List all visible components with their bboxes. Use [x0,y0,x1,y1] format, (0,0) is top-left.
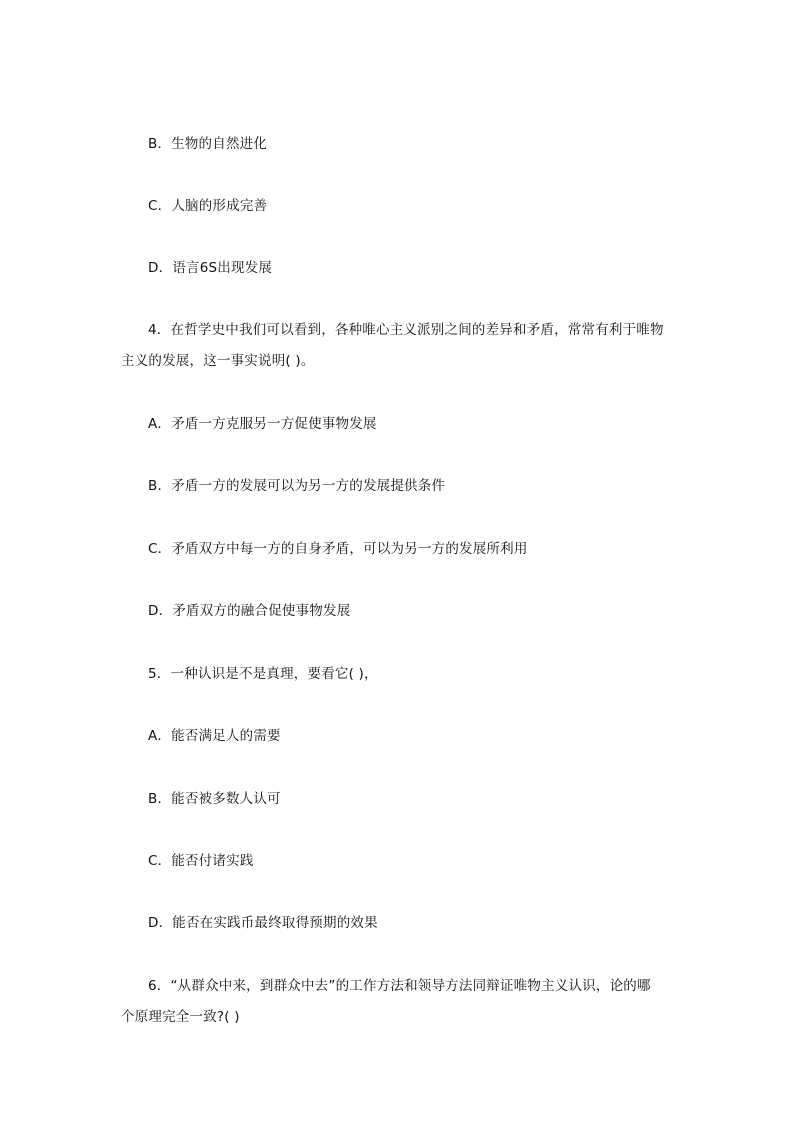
question-6-line-1: 6．“从群众中来，到群众中去”的工作方法和领导方法同辩证唯物主义认识，论的哪 [148,978,651,994]
question-5-option-b: B．能否被多数人认可 [148,791,281,807]
question-4-option-a: A．矛盾一方克服另一方促使事物发展 [148,416,377,432]
question-4-line-2: 主义的发展，这一事实说明( )。 [121,353,315,369]
question-4-line-1: 4．在哲学史中我们可以看到，各种唯心主义派别之间的差异和矛盾，常常有利于唯物 [148,322,664,338]
question-5-option-a: A．能否满足人的需要 [148,728,281,744]
question-5-option-c: C．能否付诸实践 [148,853,254,869]
question-5-option-d: D．能否在实践币最终取得预期的效果 [148,915,378,931]
option-d-previous: D．语言6S出现发展 [148,260,273,276]
question-4-option-c: C．矛盾双方中每一方的自身矛盾，可以为另一方的发展所利用 [148,541,528,557]
question-4-option-b: B．矛盾一方的发展可以为另一方的发展提供条件 [148,478,446,494]
question-5: 5．一种认识是不是真理，要看它( )， [148,666,378,682]
question-6-line-2: 个原理完全一致?( ) [121,1009,240,1025]
option-b-previous: B．生物的自然进化 [148,136,268,152]
question-4-option-d: D．矛盾双方的融合促使事物发展 [148,603,351,619]
option-c-previous: C．人脑的形成完善 [148,198,268,214]
